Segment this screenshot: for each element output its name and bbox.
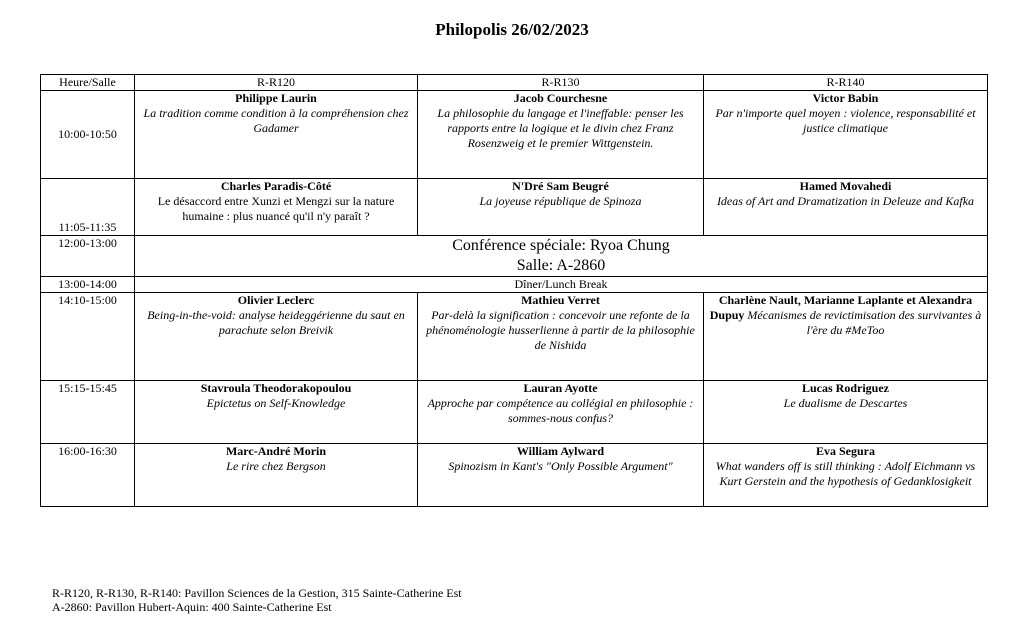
- session-cell: [135, 179, 418, 236]
- time-slot: 10:00-10:50: [41, 91, 135, 179]
- speaker-name: Lauran Ayotte: [523, 381, 598, 395]
- schedule-table: [40, 74, 988, 507]
- time-slot: 16:00-16:30: [41, 444, 135, 507]
- speaker-name: Hamed Movahedi: [799, 179, 892, 193]
- talk-title: La joyeuse république de Spinoza: [479, 194, 642, 208]
- table-row: [41, 381, 988, 444]
- talk-title: What wanders off is still thinking : Adolf Eichmann vs Kurt Gerstein and the hypothesis of Gedanklosigkeit: [715, 459, 976, 488]
- session-cell: [704, 444, 988, 507]
- talk-title: La tradition comme condition à la compréhension chez Gadamer: [143, 106, 409, 135]
- speaker-name: Olivier Leclerc: [237, 293, 315, 307]
- session-cell: [418, 444, 704, 507]
- talk-title: Ideas of Art and Dramatization in Deleuze and Kafka: [716, 194, 975, 208]
- header-room-r120: R-R120: [135, 75, 418, 91]
- special-conference-room: Salle: A-2860: [516, 257, 606, 274]
- session-cell: [135, 381, 418, 444]
- header-room-r140: R-R140: [704, 75, 988, 91]
- speaker-name: William Aylward: [516, 444, 605, 458]
- talk-title: Spinozism in Kant's "Only Possible Argument": [448, 459, 673, 473]
- time-slot: 13:00-14:00: [41, 277, 135, 293]
- table-row: [41, 277, 988, 293]
- time-slot: 12:00-13:00: [41, 236, 135, 277]
- lunch-break-cell: Dîner/Lunch Break: [135, 277, 988, 293]
- session-cell: [418, 381, 704, 444]
- special-conference-cell: [135, 236, 988, 277]
- header-time: Heure/Salle: [41, 75, 135, 91]
- speaker-name: Mathieu Verret: [521, 293, 600, 307]
- talk-title: Epictetus on Self-Knowledge: [206, 396, 346, 410]
- session-cell: [704, 91, 988, 179]
- talk-title: Approche par compétence au collégial en philosophie : sommes-nous confus?: [427, 396, 694, 425]
- talk-title: Par n'importe quel moyen : violence, responsabilité et justice climatique: [715, 106, 976, 135]
- speaker-name: Lucas Rodriguez: [802, 381, 889, 395]
- time-slot: 14:10-15:00: [41, 293, 135, 381]
- header-room-r130: R-R130: [418, 75, 704, 91]
- speaker-name: Victor Babin: [812, 91, 879, 105]
- talk-title: Le rire chez Bergson: [226, 459, 326, 473]
- table-row: [41, 444, 988, 507]
- session-cell: [135, 91, 418, 179]
- talk-title: Being-in-the-void: analyse heideggérienne du saut en parachute selon Breivik: [147, 308, 405, 337]
- talk-title: Le dualisme de Descartes: [783, 396, 908, 410]
- venue-line-r-rooms: R-R120, R-R130, R-R140: Pavillon Sciences de la Gestion, 315 Sainte-Catherine Est: [52, 586, 462, 600]
- speaker-name: Philippe Laurin: [235, 91, 317, 105]
- speaker-name: Charles Paradis-Côté: [220, 179, 332, 193]
- speaker-name: Stavroula Theodorakopoulou: [200, 381, 352, 395]
- venue-footer: [52, 586, 462, 614]
- session-cell: [418, 293, 704, 381]
- speaker-name: Charlène Nault, Marianne Laplante et Alexandra Dupuy: [709, 293, 973, 322]
- talk-title: La philosophie du langage et l'ineffable: penser les rapports entre la logique et le divin chez Franz Rosenzweig et le premier Wittgenstein.: [437, 106, 684, 150]
- session-cell: [704, 381, 988, 444]
- table-row: [41, 91, 988, 179]
- speaker-name: Eva Segura: [815, 444, 875, 458]
- talk-title: Le désaccord entre Xunzi et Mengzi sur la nature humaine : plus nuancé qu'il n'y paraît ?: [157, 194, 395, 223]
- special-conference-title: Conférence spéciale: Ryoa Chung: [452, 237, 670, 254]
- table-row: [41, 236, 988, 277]
- session-cell: [418, 91, 704, 179]
- table-row: [41, 179, 988, 236]
- table-row: [41, 293, 988, 381]
- speaker-name: N'Dré Sam Beugré: [512, 179, 609, 193]
- venue-line-a2860: A-2860: Pavillon Hubert-Aquin: 400 Sainte-Catherine Est: [52, 600, 332, 614]
- time-slot: 11:05-11:35: [41, 179, 135, 236]
- header-row: [41, 75, 988, 91]
- speaker-name: Jacob Courchesne: [513, 91, 608, 105]
- session-cell: [135, 293, 418, 381]
- session-cell: [418, 179, 704, 236]
- talk-title: Mécanismes de revictimisation des survivantes à l'ère du #MeToo: [747, 308, 982, 337]
- session-cell: [704, 293, 988, 381]
- time-slot: 15:15-15:45: [41, 381, 135, 444]
- page-title: Philopolis 26/02/2023: [435, 20, 589, 39]
- session-cell: [135, 444, 418, 507]
- talk-title: Par-delà la signification : concevoir une refonte de la phénoménologie husserlienne à partir de la philosophie de Nishida: [426, 308, 695, 352]
- speaker-name: Marc-André Morin: [225, 444, 327, 458]
- session-cell: [704, 179, 988, 236]
